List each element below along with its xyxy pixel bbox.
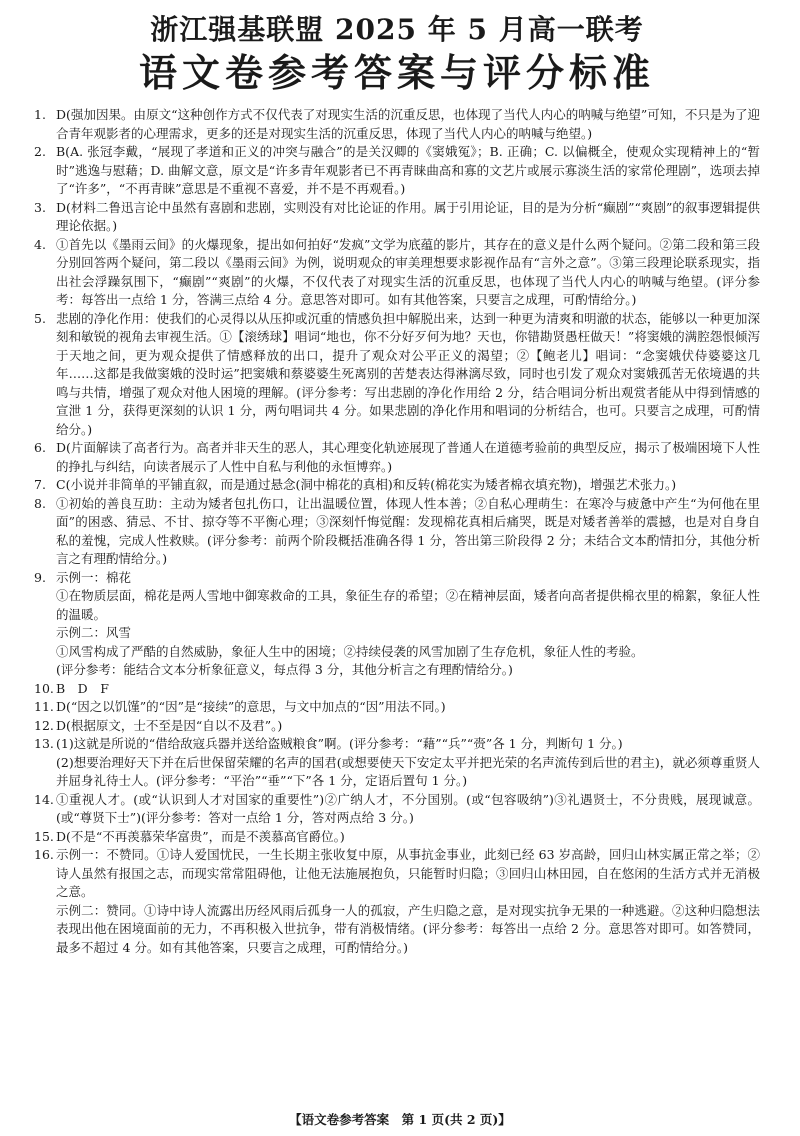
answer-number: 5. <box>34 310 46 326</box>
answer-number: 12. <box>34 717 54 733</box>
answer-text: D(片面解读了高者行为。高者并非天生的恶人，其心理变化轨迹展现了普通人在道德考验前的典型反应，揭示了极端困境下人性的挣扎与纠结，向读者展示了人性中自私与利他的永恒博弈。) <box>56 440 760 474</box>
answer-item <box>34 476 760 495</box>
answer-number: 4. <box>34 236 46 252</box>
answer-text: ①重视人才。(或“认识到人才对国家的重要性”)②广纳人才，不分国别。(或“包容吸纳”)③礼遇贤士，不分贵贱，展现诚意。(或“尊贤下士”)(评分参考：答对一点给 1 分，答对两点给 3 分。) <box>56 791 760 825</box>
exam-title: 浙江强基联盟 2025 年 5 月高一联考 <box>150 13 644 46</box>
answer-number: 15. <box>34 828 54 844</box>
answer-item <box>34 495 760 569</box>
answer-item <box>34 236 760 310</box>
answer-item <box>34 791 760 828</box>
answer-item <box>34 106 760 143</box>
answer-list <box>34 106 760 957</box>
answer-text: D(不是“不再羡慕荣华富贵”，而是不羡慕高官爵位。) <box>56 828 345 844</box>
answer-number: 10. <box>34 680 54 696</box>
answer-number: 2. <box>34 144 46 159</box>
answer-text: D(材料二鲁迅言论中虽然有喜剧和悲剧，实则没有对比论证的作用。属于引用论证，目的是为分析“癫剧”“爽剧”的叙事逻辑提供理论依据。) <box>56 199 760 233</box>
page-footer: 【语文卷参考答案 第 1 页(共 2 页)】 <box>289 1112 511 1127</box>
answer-text: D(强加因果。由原文“这种创作方式不仅代表了对现实生活的沉重反思，也体现了当代人内心的呐喊与绝望”可知，不只是为了迎合青年观影者的心理需求，更多的还是对现实生活的沉重反思，体现了当代人内心的呐喊与绝望。) <box>56 107 760 141</box>
answer-text: B(A. 张冠李戴，“展现了孝道和正义的冲突与融合”的是关汉卿的《窦娥冤》；B. 正确；C. 以偏概全，使观众实现精神上的“暂时”逃逸与慰藉；D. 曲解文意，原文是“许多青年观影者已不再青睐曲高和寡的文艺片或展示寡淡生活的家常伦理剧”，选项去掉了“许多”，“不再青睐”意思是不重视不喜爱，并不是不再观看。) <box>56 144 760 196</box>
answer-text: ①在物质层面，棉花是两人雪地中御寒救命的工具，象征生存的希望；②在精神层面，矮者向高者提供棉衣里的棉絮，象征人性的温暖。 <box>56 588 760 622</box>
answer-item <box>34 735 760 791</box>
answer-text: 示例一：棉花 <box>56 569 132 585</box>
answer-number: 14. <box>34 791 54 807</box>
answer-item <box>34 199 760 236</box>
answer-item <box>34 828 760 847</box>
answer-text: 示例二：赞同。①诗中诗人流露出历经风雨后孤身一人的孤寂，产生归隐之意，是对现实抗争无果的一种逃避。②这种归隐想法表现出他在困境面前的无力，不再积极入世抗争，带有消极情绪。(评分参考：每答出一点给 2 分。意思答对即可。如答赞同，最多不超过 4 分。如有其他答案，只要言之成理，可酌情给分。) <box>56 902 760 955</box>
answer-number: 9. <box>34 569 46 585</box>
answer-text: D(“因之以饥馑”的“因”是“接续”的意思，与文中加点的“因”用法不同。) <box>56 699 446 714</box>
answer-text: B D F <box>56 680 109 696</box>
answer-item <box>34 569 760 680</box>
answer-text: 悲剧的净化作用：使我们的心灵得以从压抑或沉重的情感负担中解脱出来，达到一种更为清爽和明澈的状态，能够以一种更加深刻和敏锐的视角去审视生活。①【滚绣球】唱词“地也，你不分好歹何为地？天也，你错勘贤愚枉做天！”将窦娥的满腔怨恨倾泻于天地之间，更为观众提供了情感释放的出口，提升了观众对公平正义的渴望；②【鲍老儿】唱词：“念窦娥伏侍婆婆这几年……这都是我做窦娥的没时运”把窦娥和蔡婆婆生死离别的苦楚表达得淋漓尽致，同时也引发了观众对窦娥孤苦无依境遇的共鸣与共情，增强了观众对他人困境的理解。(评分参考：写出悲剧的净化作用给 2 分，结合唱词分析出观赏者能从中得到情感的宣泄 1 分，获得更深刻的认识 1 分，两句唱词共 4 分。如果悲剧的净化作用和唱词的分析结合，也可。只要言之成理，可酌情给分。) <box>56 310 760 437</box>
answer-item <box>34 717 760 736</box>
answer-number: 6. <box>34 440 46 455</box>
answer-text: ①首先以《墨雨云间》的火爆现象，提出如何拍好“发疯”文学为底蕴的影片，其存在的意义是什么两个疑问。②第二段和第三段分别回答两个疑问，第二段以《墨雨云间》为例，说明观众的审美理想要求影视作品有“言外之意”。③第三段理论联系现实，指出社会浮躁氛围下，“癫剧”“爽剧”的火爆，不仅代表了对现实生活的沉重反思，也体现了当代人内心的呐喊与绝望。(评分参考：每答出一点给 1 分，答满三点给 4 分。意思答对即可。如有其他答案，只要言之成理，可酌情给分。) <box>56 236 760 307</box>
answer-text: 示例一：不赞同。①诗人爱国忧民，一生长期主张收复中原，从事抗金事业，此刻已经 63 岁高龄，回归山林实属正常之举；②诗人虽然有报国之志，而现实常常阻碍他，让他无法施展抱负，只能暂时归隐；③回归山林田园，自在悠闲的生活方式并无消极之意。 <box>56 847 760 899</box>
answer-number: 8. <box>34 495 46 511</box>
answer-number: 13. <box>34 736 54 751</box>
answer-item <box>34 310 760 440</box>
answer-number: 1. <box>34 107 46 122</box>
answer-text: (2)想要治理好天下并在后世保留荣耀的名声的国君(或想要使天下安定太平并把光荣的名声流传到后世的君主)，就必须尊重贤人并屈身礼待士人。(评分参考：“平治”“垂”“下”各 1 分，定语后置句 1 分。) <box>56 754 760 788</box>
document-title: 语文卷参考答案与评分标准 <box>138 50 655 95</box>
answer-item <box>34 680 760 699</box>
answer-text: D(根据原文，士不至是因“自以不及君”。) <box>56 717 283 733</box>
answer-text: C(小说并非简单的平铺直叙，而是通过悬念(洞中棉花的真相)和反转(棉花实为矮者棉衣填充物)，增强艺术张力。) <box>56 477 677 492</box>
answer-number: 3. <box>34 199 46 215</box>
answer-item <box>34 143 760 199</box>
answer-text: ①初始的善良互助：主动为矮者包扎伤口，让出温暖位置，体现人性本善；②自私心理萌生：在寒冷与疲惫中产生“为何他在里面”的困惑、猜忌、不甘、掠夺等不平衡心理；③深刻忏悔觉醒：发现棉花真相后痛哭，既是对矮者善举的震撼，也是对自身自私的羞愧，完成人性救赎。(评分参考：前两个阶段概括准确各得 1 分，答出第三阶段得 2 分；未结合文本酌情扣分，其他分析言之有理酌情给分。) <box>56 495 760 566</box>
answer-text: (评分参考：能结合文本分析象征意义，每点得 3 分，其他分析言之有理酌情给分。) <box>56 662 513 677</box>
answer-text: 示例二：风雪 <box>56 625 132 640</box>
answer-text: (1)这就是所说的“借给敌寇兵器并送给盗贼粮食”啊。(评分参考：“藉”“兵”“赍”各 1 分，判断句 1 分。) <box>56 736 623 751</box>
answer-item <box>34 698 760 717</box>
answer-item <box>34 846 760 957</box>
answer-number: 7. <box>34 477 46 492</box>
answer-number: 16. <box>34 847 54 862</box>
answer-number: 11. <box>34 699 54 714</box>
answer-text: ①风雪构成了严酷的自然威胁，象征人生中的困境；②持续侵袭的风雪加剧了生存危机，象征人性的考验。 <box>56 643 644 659</box>
answer-item <box>34 439 760 476</box>
